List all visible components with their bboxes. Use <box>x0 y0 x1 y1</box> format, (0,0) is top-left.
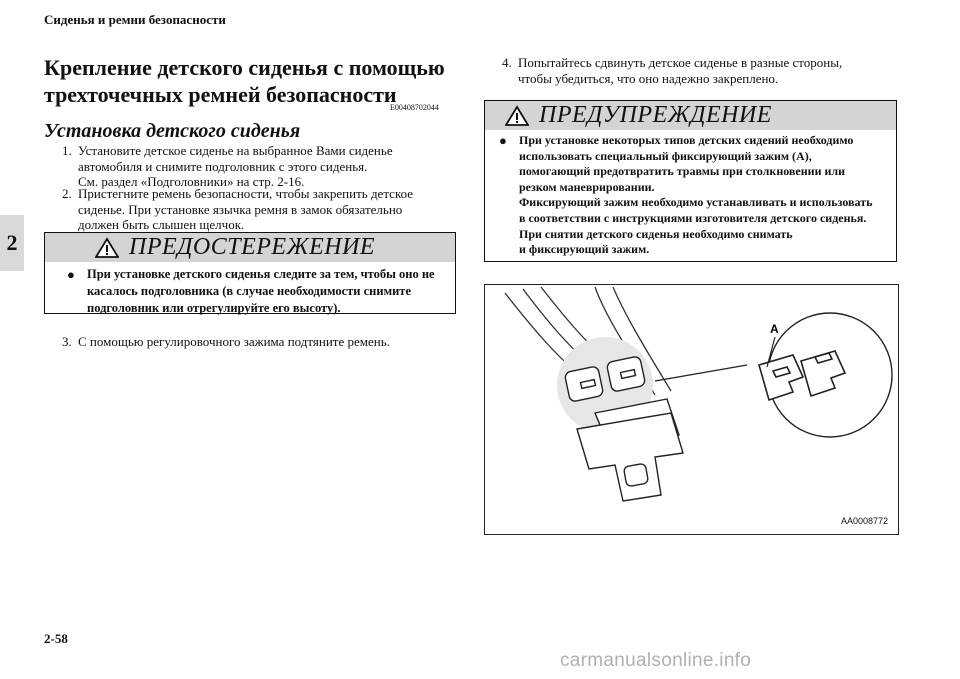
warning-line: При снятии детского сиденья необходимо снимать <box>519 226 793 241</box>
bullet-icon: ● <box>67 267 75 282</box>
step-3 <box>62 334 462 352</box>
illustration-code: AA0008772 <box>840 516 888 526</box>
label-a: A <box>770 322 779 336</box>
caution-header <box>45 233 455 262</box>
step-line: Пристегните ремень безопасности, чтобы закрепить детское <box>78 186 414 201</box>
caution-box <box>44 232 456 314</box>
step-line: должен быть слышен щелчок. <box>78 217 245 232</box>
running-header: Сиденья и ремни безопасности <box>44 12 226 27</box>
locking-clip-illustration <box>484 284 899 535</box>
warning-header <box>485 101 896 130</box>
warning-triangle-icon <box>95 237 119 259</box>
section-code: E00408702044 <box>390 103 439 112</box>
step-line: автомобиля и снимите подголовник с этого сиденья. <box>78 158 368 174</box>
step-2 <box>62 186 462 236</box>
step-line: сиденье. При установке язычка ремня в замок обязательно <box>78 201 403 217</box>
step-number: 2. <box>62 186 72 201</box>
step-number: 4. <box>502 55 512 70</box>
seatbelt-locking-clip-drawing <box>485 285 898 534</box>
step-line: чтобы убедиться, что оно надежно закреплено. <box>518 70 779 86</box>
warning-title: ПРЕДУПРЕЖДЕНИЕ <box>539 102 772 128</box>
section-subtitle: Установка детского сиденья <box>44 120 301 142</box>
caution-line: При установке детского сиденья следите за тем, чтобы оно не <box>87 267 435 281</box>
step-number: 1. <box>62 143 72 158</box>
warning-line: резком маневрировании. <box>519 179 655 194</box>
warning-line: При установке некоторых типов детских сидений необходимо <box>519 133 854 147</box>
warning-line: помогающий предотвратить травмы при столкновении или <box>519 164 846 179</box>
caution-line: касалось подголовника (в случае необходимости снимите <box>87 284 411 298</box>
section-title-line-2: трехточечных ремней безопасности <box>44 82 397 107</box>
warning-line: в соответствии с инструкциями изготовителя детского сиденья. <box>519 210 867 225</box>
section-title-line-1: Крепление детского сиденья с помощью <box>44 55 445 80</box>
warning-line: и фиксирующий зажим. <box>519 242 650 257</box>
warning-line: Фиксирующий зажим необходимо устанавливать и использовать <box>519 195 873 210</box>
caution-line: подголовник или отрегулируйте его высоту). <box>87 301 341 315</box>
chapter-tab <box>0 215 24 271</box>
step-line: С помощью регулировочного зажима подтяните ремень. <box>78 334 390 349</box>
watermark[interactable]: carmanualsonline.info <box>560 650 752 671</box>
step-number: 3. <box>62 334 72 349</box>
section-title <box>44 54 454 108</box>
warning-box <box>484 100 897 262</box>
caution-title: ПРЕДОСТЕРЕЖЕНИЕ <box>129 234 376 260</box>
page-number: 2-58 <box>44 631 68 646</box>
bullet-icon: ● <box>499 133 507 148</box>
step-line: См. раздел «Подголовники» на стр. 2-16. <box>78 174 305 189</box>
chapter-number: 2 <box>6 230 18 255</box>
step-line: Установите детское сиденье на выбранное Вами сиденье <box>78 143 393 158</box>
warning-triangle-icon <box>505 105 529 127</box>
step-4 <box>502 55 902 89</box>
step-text <box>78 143 393 190</box>
step-text <box>78 186 413 233</box>
warning-line: использовать специальный фиксирующий зажим (A), <box>519 148 812 163</box>
step-line: Попытайтесь сдвинуть детское сиденье в разные стороны, <box>518 55 843 70</box>
